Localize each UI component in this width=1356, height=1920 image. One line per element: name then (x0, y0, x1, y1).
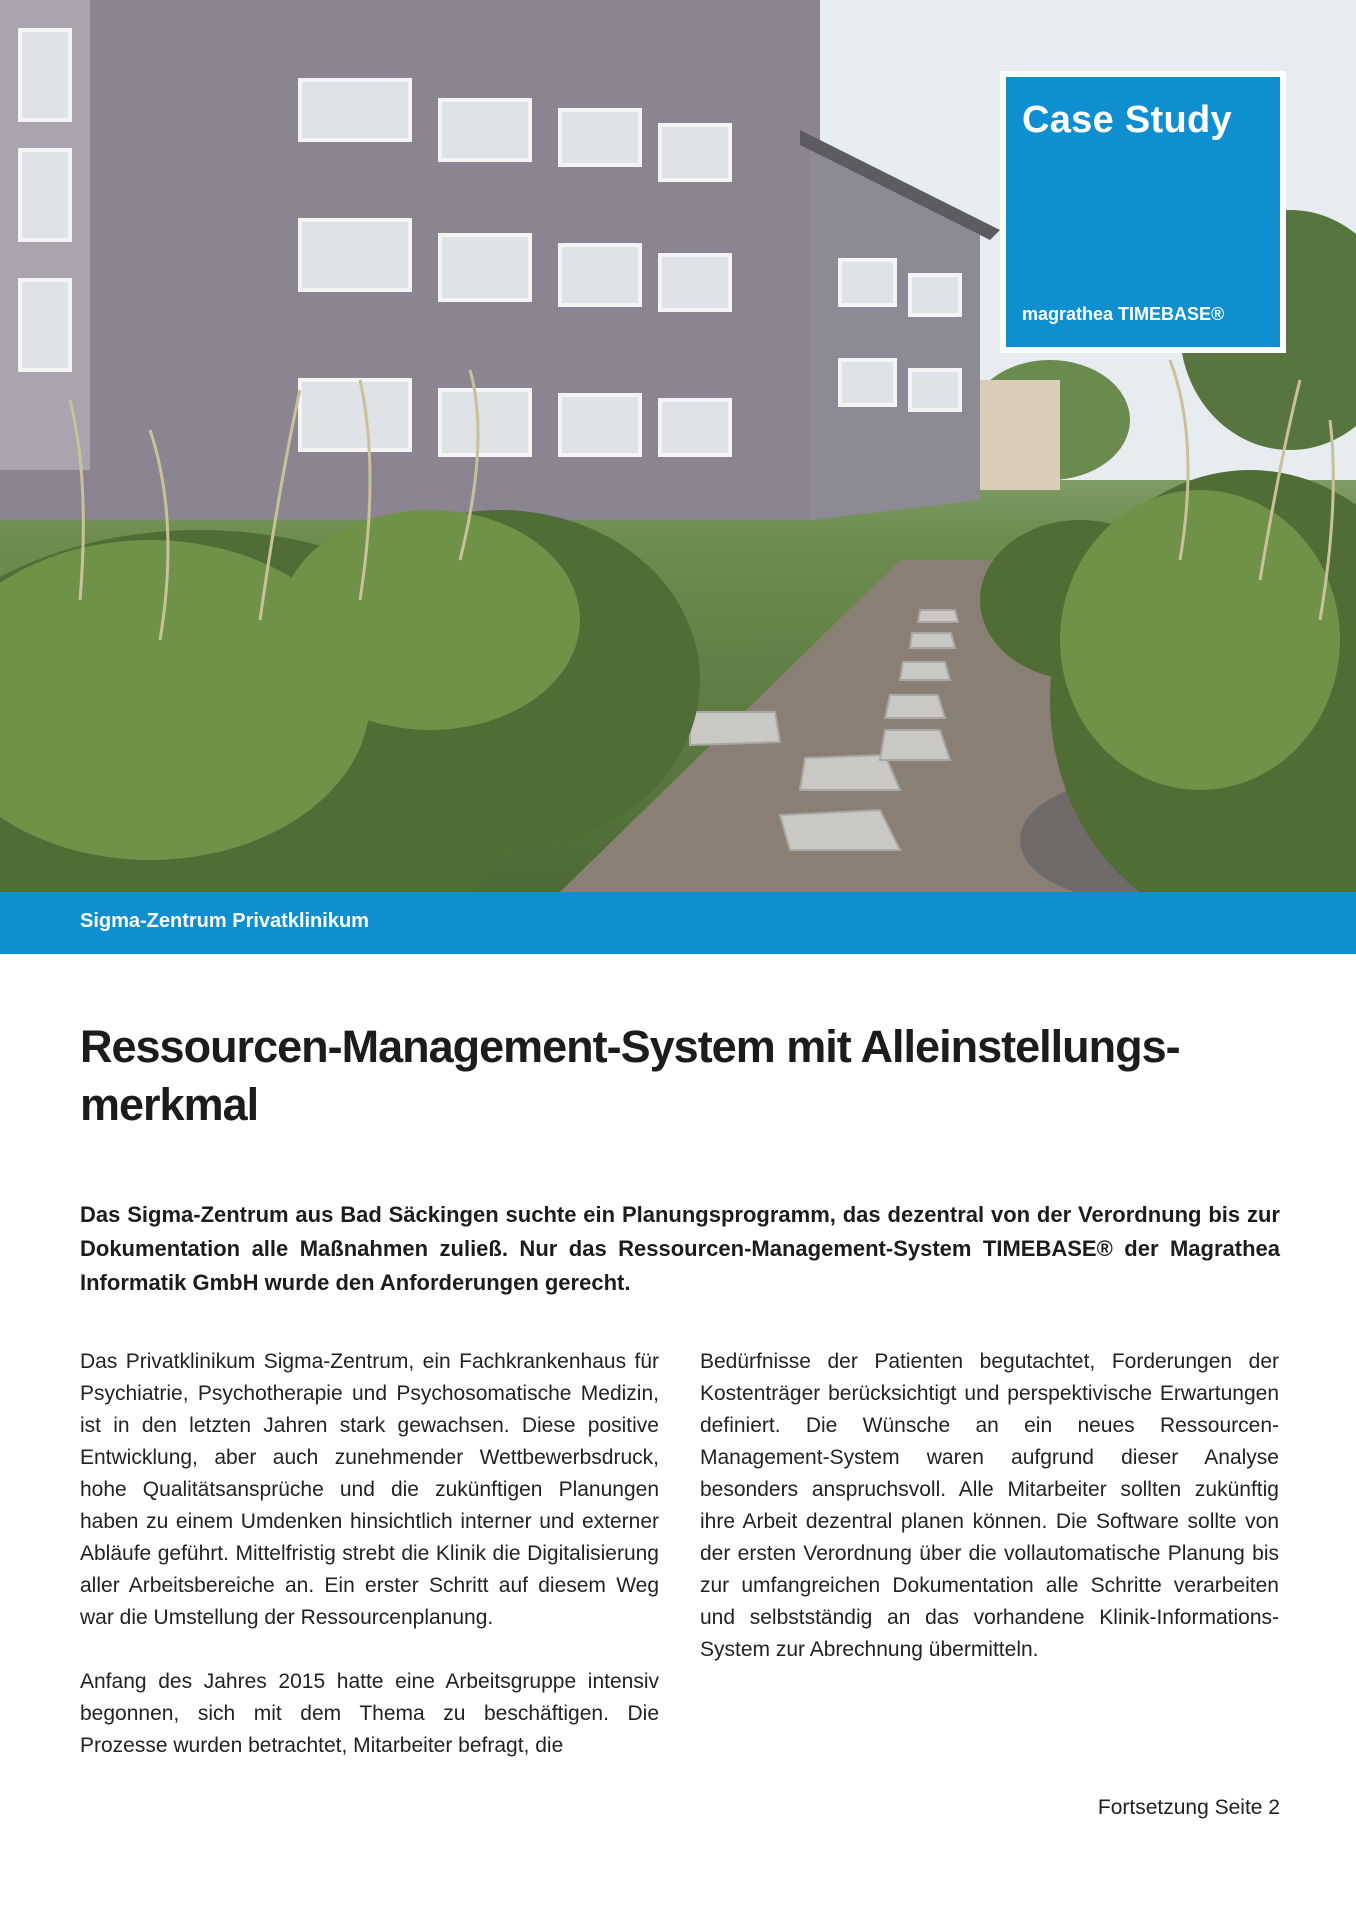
article-column-right (700, 1346, 1279, 1698)
photo-caption-band (0, 892, 1356, 954)
continuation-note: Fortsetzung Seite 2 (1097, 1796, 1280, 1819)
body-paragraph: Bedürfnisse der Patienten begutachtet, Forderungen der Kostenträger berücksichtigt und perspektivische Erwartungen definiert. Die Wünsche an ein neues Ressourcen-Management-System waren aufgrund dieser Analyse besonders anspruchsvoll. Alle Mitarbeiter sollten zukünftig ihre Arbeit dezentral planen können. Die Software sollte von der ersten Verordnung über die vollautomatische Planung bis zur umfangreichen Dokumentation alle Schritte verarbeiten und selbstständig an das vorhandene Klinik-Informations-System zur Abrechnung übermitteln. (700, 1350, 1279, 1661)
case-study-title: Case Study (1022, 99, 1232, 141)
photo-caption: Sigma-Zentrum Privatklinikum (80, 910, 369, 932)
article-headline: Ressourcen-Management-System mit Alleinstellungs-merkmal (80, 1021, 1180, 1130)
article-column-left (80, 1346, 659, 1794)
case-study-badge (1006, 77, 1280, 347)
case-study-brand: magrathea TIMEBASE® (1022, 304, 1225, 324)
hero-photo (0, 0, 1356, 892)
body-paragraph: Anfang des Jahres 2015 hatte eine Arbeitsgruppe intensiv begonnen, sich mit dem Thema zu beschäftigen. Die Prozesse wurden betrachtet, Mitarbeiter befragt, die (80, 1670, 659, 1757)
article-lead: Das Sigma-Zentrum aus Bad Säckingen suchte ein Planungsprogramm, das dezentral von der Verordnung bis zur Dokumentation alle Maßnahmen zuließ. Nur das Ressourcen-Management-System TIMEBASE® der Magrathea Informatik GmbH wurde den Anforderungen gerecht. (80, 1202, 1280, 1295)
body-paragraph: Das Privatklinikum Sigma-Zentrum, ein Fachkrankenhaus für Psychiatrie, Psychotherapie und Psychosomatische Medizin, ist in den letzten Jahren stark gewachsen. Diese positive Entwicklung, aber auch zunehmender Wettbewerbsdruck, hohe Qualitätsansprüche und die zukünftigen Planungen haben zu einem Umdenken hinsichtlich interner und externer Abläufe geführt. Mittelfristig strebt die Klinik die Digitalisierung aller Arbeitsbereiche an. Ein erster Schritt auf diesem Weg war die Umstellung der Ressourcenplanung. (80, 1350, 659, 1629)
